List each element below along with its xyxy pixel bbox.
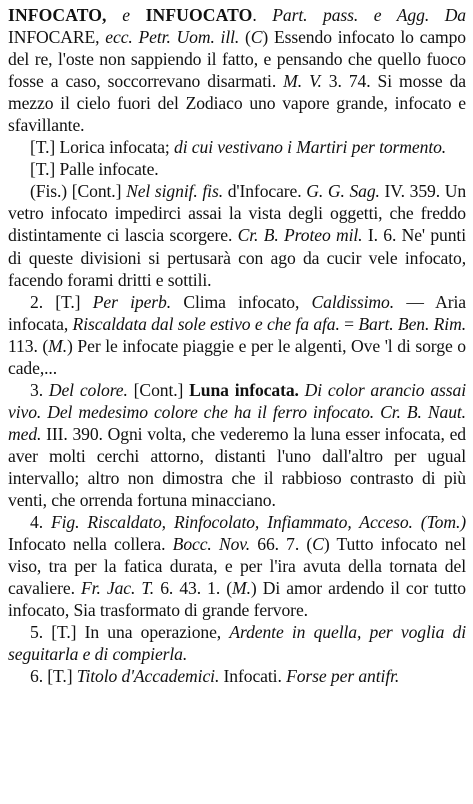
text-run: INFOCARE,: [8, 27, 106, 48]
text-run: Ardente in quella, per voglia di seguitarla e di compierla.: [8, 622, 466, 665]
text-run: [Cont.]: [127, 379, 190, 400]
text-run: INFOCATO,: [8, 5, 123, 25]
text-run: ecc. Petr. Uom. ill.: [105, 27, 240, 48]
text-run: ) Per le infocate piaggie e per le algenti, Ove 'l di sorge o cade,...: [8, 335, 467, 378]
text-run: G. G. Sag.: [306, 181, 380, 202]
text-run: 2. [T.]: [30, 291, 93, 312]
text-run: Nel signif. fis.: [126, 181, 224, 202]
entry-sense-5-operazione: [8, 621, 466, 665]
text-run: Cr. B. Proteo mil.: [237, 225, 363, 246]
entry-sense-6-accademici: [8, 665, 466, 687]
text-run: =: [339, 313, 359, 334]
text-run: M.: [48, 335, 68, 356]
text-run: Bocc. Nov.: [172, 534, 251, 555]
entry-sense-3-colore: [8, 379, 466, 511]
text-run: 6. 43. 1. (: [154, 578, 233, 599]
entry-headword-paragraph: [8, 4, 466, 136]
entry-sense-4-figurato: [8, 511, 466, 621]
text-run: d'Infocare.: [223, 181, 307, 202]
text-run: di cui vestivano i Martiri per tormento.: [174, 137, 447, 158]
text-run: Fig. Riscaldato, Rinfocolato, Infiammato, Acceso. (Tom.): [50, 512, 466, 533]
entry-sense-2-iperbole: [8, 291, 466, 379]
text-run: 113. (: [8, 335, 49, 356]
text-run: 3. 74. Si mosse da mezzo il cielo fuori del Zodiaco uno vapore grande, infocato e sfavillante.: [8, 71, 466, 136]
text-run: e: [122, 5, 146, 25]
entry-sense-fisica: [8, 180, 466, 290]
text-run: ) Tutto infocato nel viso, tra per la fatica durata, e per l'ira avuta della tornata del cavaliere.: [8, 534, 466, 599]
text-run: 4.: [30, 512, 51, 533]
text-run: Riscaldata dal sole estivo e che fa afa.: [72, 313, 340, 334]
text-run: Caldissimo.: [311, 291, 395, 312]
text-run: IV. 359. Un vetro infocato impedirci assai la vista degli oggetti, che freddo distintamente ci lascia scorgere.: [8, 181, 467, 246]
text-run: Per iperb.: [92, 291, 172, 312]
text-run: .: [252, 5, 273, 25]
text-run: III. 390. Ogni volta, che vederemo la luna esser infocata, ed aver molti cerchi attorno, distanti l'uno dall'altro per ugual intervallo; altro non dimostra che il rabbioso contrasto di più venti, che orrenda fortuna minacciano.: [8, 423, 466, 511]
text-run: Di color arancio assai vivo. Del medesimo colore che ha il ferro infocato. Cr. B. Naut. med.: [8, 379, 466, 444]
text-run: Infocato nella collera.: [8, 534, 173, 555]
text-run: C: [312, 534, 324, 555]
text-run: Clima infocato,: [171, 291, 312, 312]
text-run: ) Di amor ardendo il cor tutto infocato, Sia trasformato di grande fervore.: [8, 578, 466, 621]
text-run: I. 6. Ne' punti di queste divisioni si pertusarà con ago da cucir vele infocato, facendo forami dritti e sottili.: [8, 225, 466, 290]
text-run: Luna infocata.: [189, 379, 299, 400]
text-run: INFUOCATO: [145, 5, 253, 25]
text-run: Part. pass. e Agg. Da: [272, 5, 466, 25]
text-run: (: [239, 27, 251, 48]
text-run: [T.] Palle infocate.: [30, 159, 159, 180]
text-run: Infocati.: [219, 666, 287, 687]
text-run: 6. [T.]: [30, 666, 77, 687]
text-run: (Fis.) [Cont.]: [30, 181, 127, 202]
entry-sense-palle: [8, 158, 466, 180]
text-run: M. V.: [283, 71, 322, 92]
text-run: C: [250, 27, 263, 48]
text-run: Del colore.: [48, 379, 128, 400]
entry-sense-lorica: [8, 136, 466, 158]
text-run: 5. [T.] In una operazione,: [30, 622, 230, 643]
text-run: [T.] Lorica infocata;: [30, 137, 175, 158]
text-run: Forse per antifr.: [286, 666, 400, 687]
text-run: ) Essendo infocato lo campo del re, l'oste non sappiendo il fatto, e pensando che quello fuoco fosse a caso, soccorrevano disarmati.: [8, 27, 467, 92]
text-run: 3.: [30, 379, 49, 400]
text-run: Fr. Jac. T.: [81, 578, 155, 599]
text-run: Titolo d'Accademici.: [76, 666, 220, 687]
text-run: M.: [232, 578, 251, 599]
text-run: — Aria infocata,: [8, 291, 466, 334]
text-run: 66. 7. (: [250, 534, 313, 555]
text-run: Bart. Ben. Rim.: [358, 313, 466, 334]
